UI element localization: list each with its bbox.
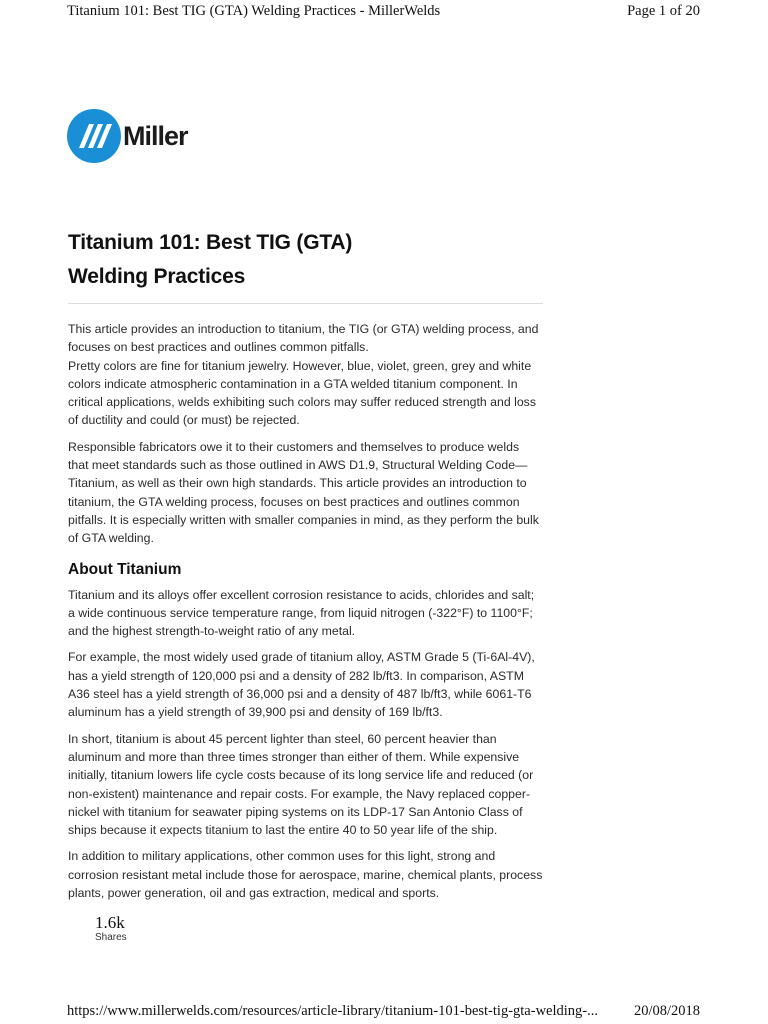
share-counter[interactable] bbox=[95, 914, 127, 944]
title-divider bbox=[68, 303, 543, 304]
print-header-title: Titanium 101: Best TIG (GTA) Welding Practices - MillerWelds bbox=[67, 2, 441, 19]
article-paragraph: Pretty colors are fine for titanium jewelry. However, blue, violet, green, grey and white colors indicate atmospheric contamination in a GTA welded titanium component. In critical applications, welds exhibiting such colors may suffer reduced strength and loss of ductility and could (or must) be rejected. bbox=[68, 358, 536, 428]
page-number: Page 1 of 20 bbox=[627, 2, 700, 19]
section-heading-about-titanium: About Titanium bbox=[68, 560, 182, 578]
article-paragraph: In short, titanium is about 45 percent lighter than steel, 60 percent heavier than aluminum and more than three times stronger than either of them. While expensive initially, titanium lowers life cycle costs because of its long service life and reduced (or non-existent) maintenance and repair costs. For example, the Navy replaced copper-nickel with titanium for seawater piping systems on its LDP-17 San Antonio Class of ships because it expects titanium to last the entire 40 to 50 year life of the ship. bbox=[68, 731, 534, 838]
article-paragraph: Responsible fabricators owe it to their customers and themselves to produce welds that meet standards such as those outlined in AWS D1.9, Structural Welding Code—Titanium, as well as their own high standards. This article provides an introduction to titanium, the GTA welding process, focuses on best practices and outlines common pitfalls. It is especially written with smaller companies in mind, as they perform the bulk of GTA welding. bbox=[68, 439, 539, 546]
print-header bbox=[67, 0, 700, 22]
article-title-line-1: Titanium 101: Best TIG (GTA) bbox=[68, 231, 353, 254]
print-date: 20/08/2018 bbox=[633, 1002, 700, 1019]
article-intro: This article provides an introduction to titanium, the TIG (or GTA) welding process, and focuses on best practices and outlines common pitfalls. bbox=[68, 322, 539, 355]
article-title bbox=[68, 226, 543, 294]
article-paragraph: Titanium and its alloys offer excellent corrosion resistance to acids, chlorides and salt; a wide continuous service temperature range, from liquid nitrogen (-322°F) to 1100°F; and the highest strength-to-weight ratio of any metal. bbox=[68, 587, 535, 639]
miller-logo[interactable] bbox=[67, 108, 188, 164]
logo-wordmark: Miller bbox=[123, 120, 188, 151]
share-count: 1.6k bbox=[95, 913, 125, 932]
miller-logo-icon bbox=[67, 109, 121, 163]
article bbox=[68, 226, 543, 910]
article-paragraph: For example, the most widely used grade of titanium alloy, ASTM Grade 5 (Ti-6Al-4V), has a yield strength of 120,000 psi and a density of 282 lb/ft3. In comparison, ASTM A36 steel has a yield strength of 36,000 psi and a density of 487 lb/ft3, while 6061-T6 aluminum has a yield strength of 39,900 psi and density of 169 lb/ft3. bbox=[68, 650, 535, 720]
share-label: Shares bbox=[95, 932, 127, 943]
article-paragraph: In addition to military applications, other common uses for this light, strong and corrosion resistant metal include those for aerospace, marine, chemical plants, process plants, power generation, oil and gas extraction, medical and sports. bbox=[68, 849, 543, 901]
article-title-line-2: Welding Practices bbox=[68, 265, 246, 288]
page-url: https://www.millerwelds.com/resources/article-library/titanium-101-best-tig-gta-welding-... bbox=[67, 1002, 598, 1019]
print-footer bbox=[67, 1000, 700, 1022]
